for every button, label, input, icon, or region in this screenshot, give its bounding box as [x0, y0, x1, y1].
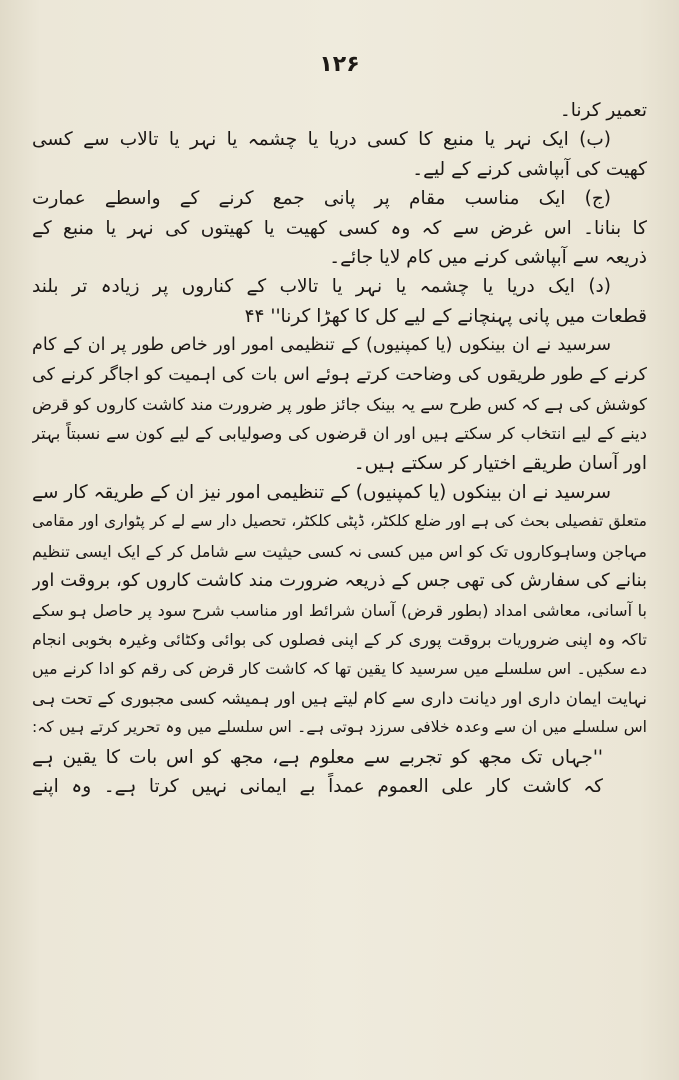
page-number: ۱۲۶: [319, 52, 360, 77]
quote-line: کہ کاشت کار علی العموم عمداً بے ایمانی نہیں کرتا ہے۔ وہ اپنے: [32, 775, 603, 797]
text-line: تاکہ وہ اپنی ضروریات بروقت پوری کر کے اپنی فصلوں کی بوائی وکٹائی وغیرہ بخوبی انجام: [32, 630, 647, 650]
quote-line: ''جہاں تک مجھ کو تجربے سے معلوم ہے، مجھ کو اس بات کا یقین ہے: [32, 746, 603, 768]
page-text: [32, 96, 647, 801]
text-line: سرسید نے ان بینکوں (یا کمپنیوں) کے تنظیمی امور اور خاص طور پر ان کے کام: [32, 335, 611, 356]
text-line: (ب) ایک نہر یا منبع کا کسی دریا یا چشمہ یا نہر یا تالاب سے کسی: [32, 129, 611, 151]
text-line: کھیت کی آبپاشی کرنے کے لیے۔: [412, 158, 647, 180]
text-line: سرسید نے ان بینکوں (یا کمپنیوں) کے تنظیمی امور نیز ان کے طریقہ کار سے: [32, 482, 611, 504]
text-line: کا بنانا۔ اس غرض سے کہ وہ کسی کھیت یا کھیتوں کی نہر یا منبع کے: [32, 217, 647, 239]
text-line: متعلق تفصیلی بحث کی ہے اور ضلع کلکٹر، ڈپٹی کلکٹر، تحصیل دار سے لے کر پٹواری اور مقامی: [32, 512, 647, 531]
text-line: دینے کے لیے انتخاب کر سکتے ہیں اور ان قرضوں کی وصولیابی کے لیے کون سے نسبتاً بہتر: [32, 424, 647, 444]
text-line: ذریعہ سے آبپاشی کرنے میں کام لایا جائے۔: [329, 246, 647, 268]
text-line: نہایت ایمان داری اور دیانت داری سے کام لیتے ہیں اور ہمیشہ کسی مجبوری کے تحت ہی: [32, 688, 647, 708]
text-line: مہاجن وساہوکاروں تک کو اس میں کسی نہ کسی حیثیت سے شامل کر کے ایک ایسی تنظیم: [32, 541, 647, 561]
text-line: با آسانی، معاشی امداد (بطور قرض) آسان شرائط اور مناسب شرح سود پر حاصل ہو سکے: [32, 600, 647, 620]
text-line: (ج) ایک مناسب مقام پر پانی جمع کرنے کے واسطے عمارت: [32, 188, 611, 210]
text-line: کوشش کی ہے کہ کس طرح سے یہ بینک جائز طور پر ضرورت مند کاشت کاروں کو قرض: [32, 394, 647, 414]
text-line: (د) ایک دریا یا چشمہ یا نہر یا تالاب کے کناروں پر زیادہ تر بلند: [32, 276, 611, 298]
text-line: اس سلسلے میں ان سے وعدہ خلافی سرزد ہوتی ہے۔ اس سلسلے میں وہ تحریر کرتے ہیں کہ:: [32, 718, 647, 737]
text-line: دے سکیں۔ اس سلسلے میں سرسید کا یقین تھا کہ کاشت کار قرض کی رقم کو ادا کرنے میں: [32, 659, 647, 679]
text-line: اور آسان طریقے اختیار کر سکتے ہیں۔: [353, 452, 647, 474]
text-line: کرنے کے طور طریقوں کی وضاحت کرتے ہوئے اس بات کی اہمیت کو اجاگر کرنے کی: [32, 364, 647, 385]
text-line: قطعات میں پانی پہنچانے کے لیے کل کا کھڑا کرنا'' ۴۴: [244, 305, 647, 327]
text-line: تعمیر کرنا۔: [559, 100, 647, 121]
text-line: بنانے کی سفارش کی تھی جس کے ذریعہ ضرورت مند کاشت کاروں کو، بروقت اور: [32, 570, 647, 592]
